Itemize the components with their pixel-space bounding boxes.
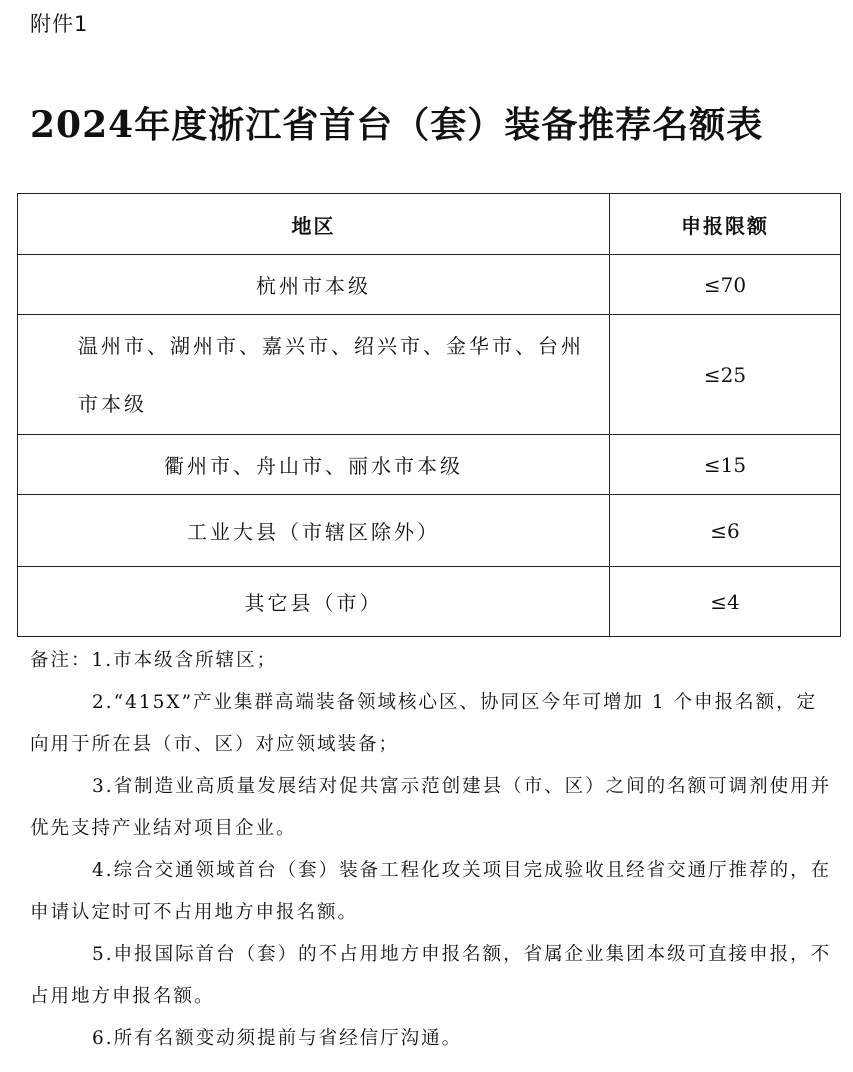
page-title: 2024年度浙江省首台（套）装备推荐名额表 [30, 104, 764, 146]
note-item: 6.所有名额变动须提前与省经信厅沟通。 [92, 1028, 463, 1049]
table-row [18, 567, 841, 637]
note-item: 4.综合交通领域首台（套）装备工程化攻关项目完成验收且经省交通厅推荐的，在申请认定时可不占用地方申报名额。 [30, 860, 832, 923]
region-cell: 杭州市本级 [18, 255, 610, 315]
notes-section [30, 640, 835, 1060]
region-cell: 其它县（市） [18, 567, 610, 637]
quota-cell: ≤4 [610, 567, 841, 637]
table-row [18, 315, 841, 435]
region-cell: 温州市、湖州市、嘉兴市、绍兴市、金华市、台州市本级 [18, 315, 610, 435]
quota-table [17, 193, 841, 637]
table-row [18, 255, 841, 315]
note-item: 3.省制造业高质量发展结对促共富示范创建县（市、区）之间的名额可调剂使用并优先支持产业结对项目企业。 [30, 776, 832, 839]
table-row [18, 495, 841, 567]
table-row [18, 435, 841, 495]
attachment-label: 附件1 [30, 12, 89, 36]
quota-cell: ≤25 [610, 315, 841, 435]
quota-cell: ≤15 [610, 435, 841, 495]
quota-cell: ≤70 [610, 255, 841, 315]
header-region: 地区 [18, 194, 610, 255]
table-header-row [18, 194, 841, 255]
quota-cell: ≤6 [610, 495, 841, 567]
region-cell: 工业大县（市辖区除外） [18, 495, 610, 567]
note-item: 2.“415X”产业集群高端装备领域核心区、协同区今年可增加 1 个申报名额，定向用于所在县（市、区）对应领域装备； [30, 692, 818, 755]
note-item: 5.申报国际首台（套）的不占用地方申报名额，省属企业集团本级可直接申报，不占用地方申报名额。 [30, 944, 832, 1007]
note-item: 备注：1.市本级含所辖区； [30, 650, 278, 671]
header-quota: 申报限额 [610, 194, 841, 255]
region-cell: 衢州市、舟山市、丽水市本级 [18, 435, 610, 495]
